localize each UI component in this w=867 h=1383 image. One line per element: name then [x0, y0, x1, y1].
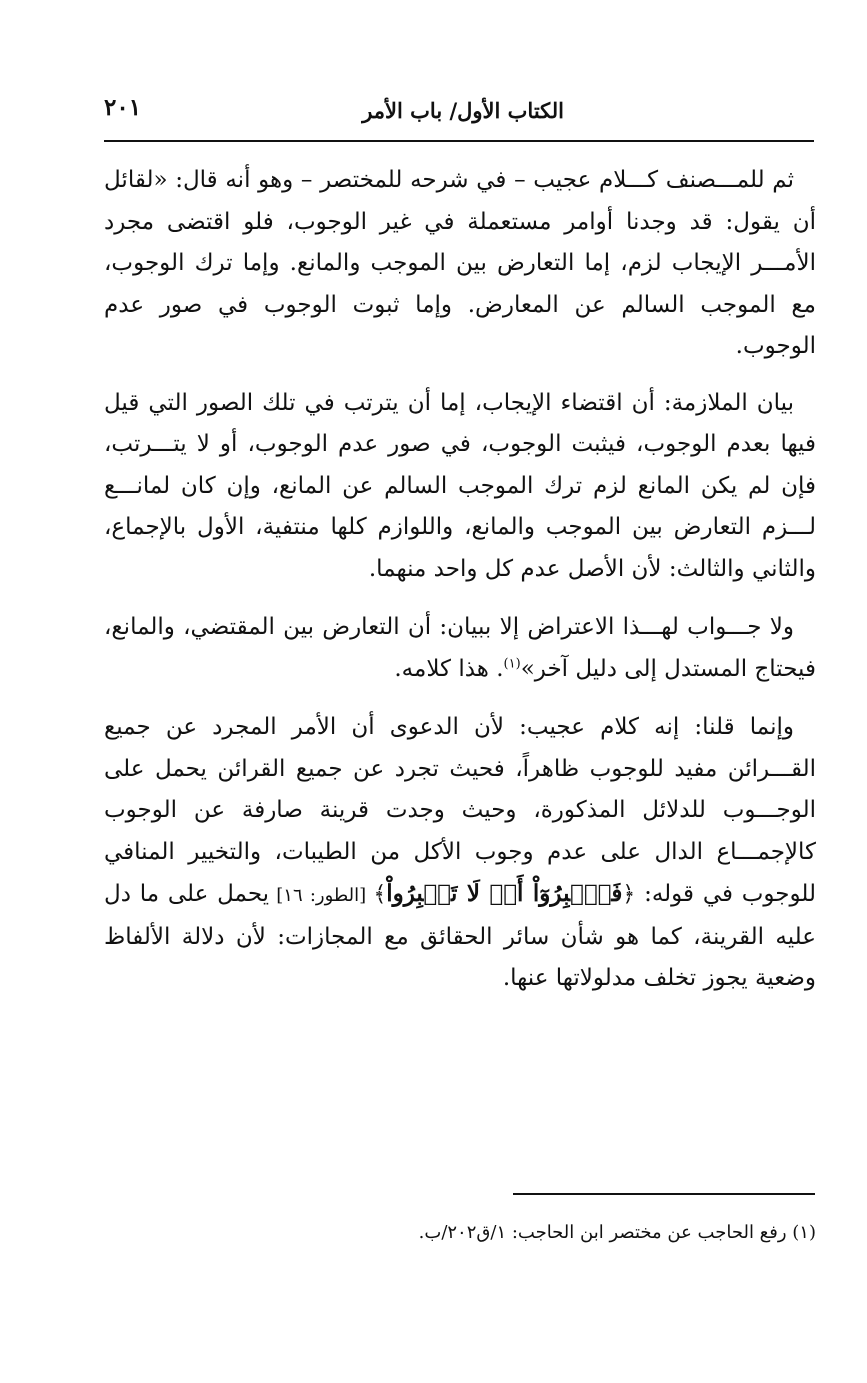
quran-open-bracket: ﴿: [622, 882, 636, 907]
quran-close-bracket: ﴾: [373, 882, 387, 907]
running-header: [104, 92, 814, 132]
paragraph-3: [104, 607, 816, 690]
paragraph-4: [104, 707, 816, 1000]
footnote: [104, 1220, 816, 1246]
verse-citation: [الطور: ١٦]: [269, 885, 374, 906]
paragraph-1: [104, 160, 816, 368]
paragraph-4-text: وإنما قلنا: إنه كلام عجيب: لأن الدعوى أن الأمر المجرد عن جميع القـــرائن مفيد للوجوب ظاهراً، فحيث تجرد عن جميع القرائن يحمل على الوجـــوب للدلائل المذكورة، وحيث وجدت قرينة صارفة عن الوجوب كالإجمـــاع الدال على عدم وجوب الأكل من الطيبات، والتخيير المنافي للوجوب في قوله:: [104, 714, 817, 907]
paragraph-2-text: بيان الملازمة: أن اقتضاء الإيجاب، إما أن يترتب في تلك الصور التي قيل فيها بعدم الوجوب، فيثبت الوجوب، في صور عدم الوجوب، أو لا يتـــرتب، فإن لم يكن المانع لزم ترك الموجب السالم عن المانع، وإن كان لمانـــع لـــزم التعارض بين الموجب والمانع، واللوازم كلها منتفية، الأول بالإجماع، والثاني والثالث: لأن الأصل عدم كل واحد منهما.: [104, 389, 816, 582]
footnote-divider: [513, 1193, 815, 1195]
paragraph-2: [104, 383, 816, 591]
paragraph-3-text-end: . هذا كلامه.: [394, 655, 504, 682]
paragraph-1-text: ثم للمـــصنف كـــلام عجيب – في شرحه للمختصر – وهو أنه قال: «لقائل أن يقول: قد وجدنا أوامر مستعملة في غير الوجوب، فلو اقتضى مجرد الأمـــر الإيجاب لزم، إما التعارض بين الموجب والمانع. وإما ترك الوجوب، مع الموجب السالم عن المعارض. وإما ثبوت الوجوب في صور عدم الوجوب.: [104, 167, 816, 359]
paragraph-4-text-end: يحمل على ما دل عليه القرينة، كما هو شأن سائر الحقائق مع المجازات: لأن دلالة الألفاظ وضعية يجوز تخلف مدلولاتها عنها.: [104, 881, 816, 991]
chapter-title: الكتاب الأول/ باب الأمر: [362, 98, 564, 123]
footnote-reference[interactable]: (١): [503, 655, 521, 671]
main-text: [104, 160, 816, 1017]
page-number: ٢٠١: [104, 94, 142, 121]
paragraph-3-text: ولا جـــواب لهـــذا الاعتراض إلا ببيان: أن التعارض بين المقتضي، والمانع، فيحتاج المستدل إلى دليل آخر»: [104, 614, 816, 682]
quran-verse: فَٱصۡبِرُوٓاْ أَوۡ لَا تَصۡبِرُواْ: [386, 880, 623, 907]
footnote-text: (١) رفع الحاجب عن مختصر ابن الحاجب: ١/ق٢٠٢/ب.: [418, 1222, 816, 1243]
header-divider: [104, 140, 814, 142]
